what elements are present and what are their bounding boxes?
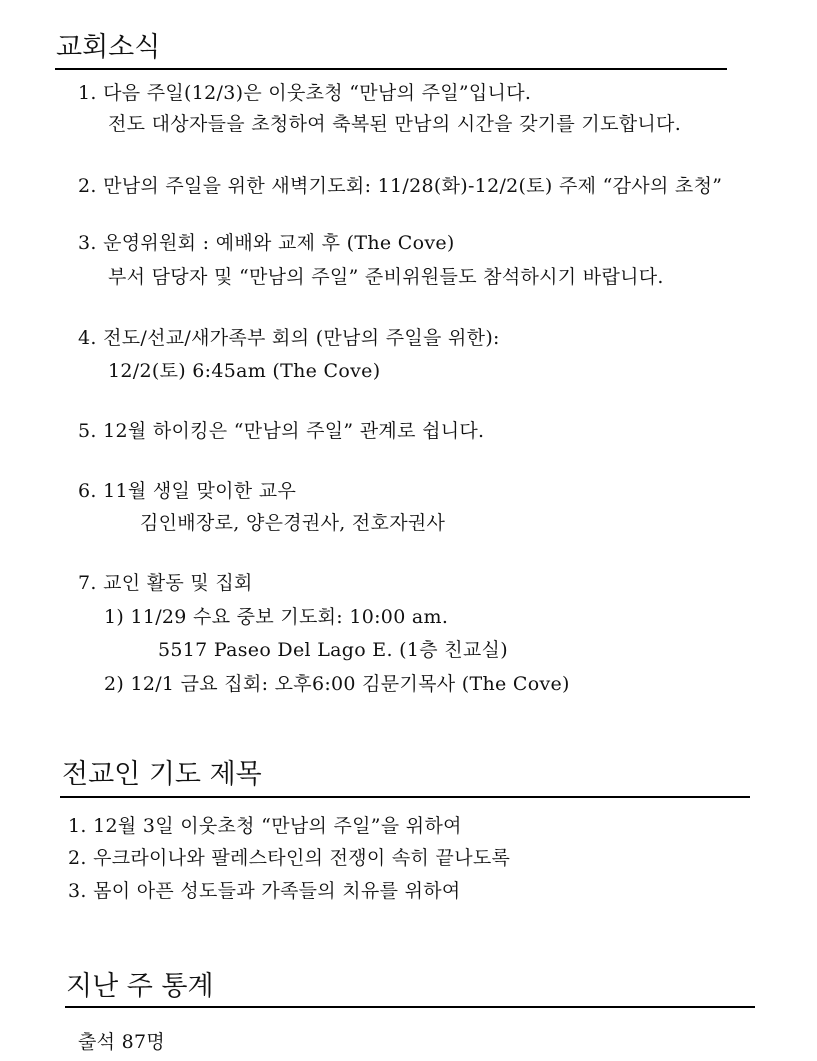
- news-item-3: 3. 운영위원회 : 예배와 교제 후 (The Cove): [78, 232, 455, 254]
- news-item-3-detail: 부서 담당자 및 “만남의 주일” 준비위원들도 참석하시기 바랍니다.: [108, 266, 664, 288]
- news-item-4-detail: 12/2(토) 6:45am (The Cove): [108, 360, 381, 382]
- prayer-item-2: 2. 우크라이나와 팔레스타인의 전쟁이 속히 끝나도록: [68, 847, 511, 869]
- section-title-church-news: 교회소식: [56, 32, 161, 63]
- news-item-7: 7. 교인 활동 및 집회: [78, 572, 253, 594]
- news-item-1-detail: 전도 대상자들을 초청하여 축복된 만남의 시간을 갖기를 기도합니다.: [108, 113, 682, 135]
- prayer-item-3: 3. 몸이 아픈 성도들과 가족들의 치유를 위하여: [68, 880, 461, 902]
- news-item-7-sub-2: 2) 12/1 금요 집회: 오후6:00 김문기목사 (The Cove): [104, 673, 570, 695]
- prayer-item-1: 1. 12월 3일 이웃초청 “만남의 주일”을 위하여: [68, 815, 462, 837]
- news-item-6: 6. 11월 생일 맞이한 교우: [78, 480, 297, 502]
- news-item-7-sub-1: 1) 11/29 수요 중보 기도회: 10:00 am.: [104, 606, 449, 628]
- divider: [55, 68, 727, 70]
- section-title-stats: 지난 주 통계: [66, 971, 214, 1002]
- news-item-4: 4. 전도/선교/새가족부 회의 (만남의 주일을 위한):: [78, 327, 500, 349]
- news-item-5: 5. 12월 하이킹은 “만남의 주일” 관계로 쉽니다.: [78, 420, 485, 442]
- news-item-6-detail: 김인배장로, 양은경권사, 전호자권사: [140, 512, 446, 534]
- attendance-stat: 출석 87명: [78, 1031, 166, 1053]
- news-item-1: 1. 다음 주일(12/3)은 이웃초청 “만남의 주일”입니다.: [78, 82, 532, 104]
- news-item-7-sub-1-detail: 5517 Paseo Del Lago E. (1층 친교실): [158, 639, 508, 661]
- section-title-prayer: 전교인 기도 제목: [62, 759, 262, 790]
- divider: [65, 1006, 755, 1008]
- news-item-2: 2. 만남의 주일을 위한 새벽기도회: 11/28(화)-12/2(토) 주제 “감사의 초청”: [78, 175, 723, 197]
- divider: [60, 796, 750, 798]
